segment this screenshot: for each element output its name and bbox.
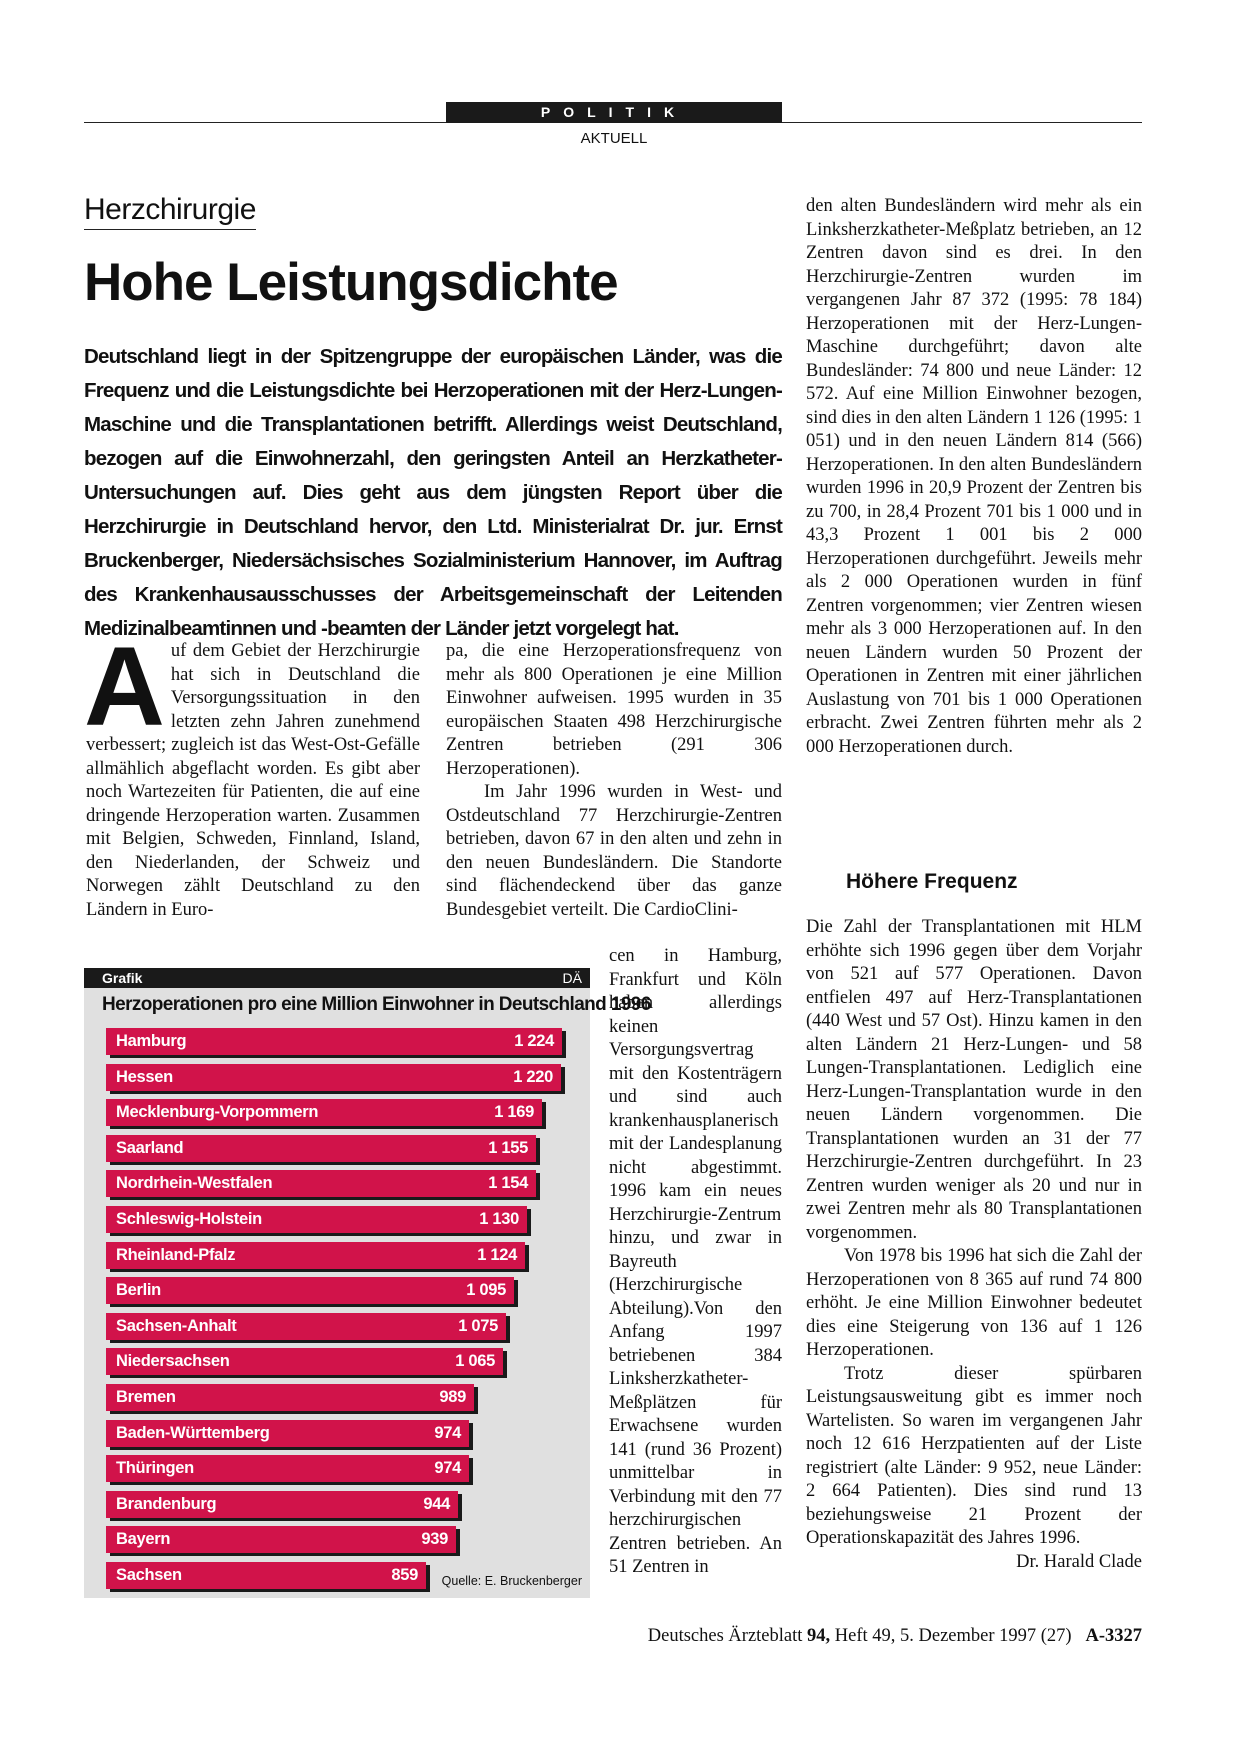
subsection-label: AKTUELL (580, 130, 648, 147)
col1-text: uf dem Gebiet der Herzchirurgie hat sich in Deutschland die Versorgungssituation in den letzten zehn Jahren zunehmend verbessert; zugleich ist das West-Ost-Gefälle allmählich abgeflacht worden. Es gibt aber noch Wartezeiten für Patienten, die auf eine dringende Herzoperation warten. Zusammen mit Belgien, Schweden, Finnland, Island, den Niederlanden, der Schweiz und Norwegen zählt Deutschland zu den Ländern in Euro- (86, 641, 420, 920)
chart-value-label: 939 (421, 1530, 448, 1549)
body-column-1 (84, 624, 420, 922)
col3-paragraph-2: Die Zahl der Transplantationen mit HLM erhöhte sich 1996 gegen über dem Vorjahr von 521 auf 577 Operationen. Davon entfielen 497 auf Herz-Transplantationen (440 West und 57 Ost). Hinzu kamen in den alten Ländern 21 Herz-Lungen- und 58 Lungen-Transplantationen. Lediglich eine Herz-Lungen-Transplantation wurde in den neuen Ländern vorgenommen. Die Transplantationen wurden an 31 der 77 Herzchirurgie-Zentren durchgeführt. In 23 Zentren wurden weniger als 20 und nur in zwei Zentren mehr als 80 Transplantationen vorgenommen. (806, 917, 1142, 1243)
bar-chart (84, 968, 651, 1598)
chart-bar-1 (106, 1064, 561, 1091)
col3-paragraph-4 (806, 1363, 1142, 1572)
footer-issue: Heft 49, 5. Dezember 1997 (27) (834, 1626, 1072, 1646)
col3-paragraph-4-text: Trotz dieser spürbaren Leistungsausweitung gibt es immer noch Wartelisten. So waren im vergangenen Jahr noch 12 616 Herzpatienten auf der Liste registriert (alte Länder: 9 952, neue Länder: 2 664 Patienten). Dies sind rund 13 beziehungsweise 21 Prozent der Operationskapazität des Jahres 1996. (806, 1363, 1142, 1548)
section-label: POLITIK (446, 102, 782, 123)
chart-category-label: Nordrhein-Westfalen (116, 1174, 273, 1193)
chart-bar-15 (106, 1562, 426, 1589)
chart-value-label: 859 (391, 1566, 418, 1584)
chart-label: Grafik (102, 970, 143, 986)
chart-value-label: 1 095 (466, 1281, 506, 1300)
chart-tag: DÄ (562, 970, 582, 986)
chart-value-label: 1 220 (513, 1067, 553, 1086)
col3-paragraph-1: den alten Bundesländern wird mehr als ein Linksherzkatheter-Meßplatz betrieben, an 12 Zentren davon sind es drei. In den Herzchirurgie-Zentren wurden im vergangenen Jahr 87 372 (1995: 78 184) Herzoperationen mit der Herz-Lungen-Maschine durchgeführt; davon alte Bundesländer: 74 800 und neue Länder: 12 572. Auf eine Million Einwohner bezogen, sind dies in den alten Ländern 1 126 (1995: 1 051) und in den neuen Ländern 814 (566) Herzoperationen. In den alten Bundesländern wurden 1996 in 20,9 Prozent der Zentren bis zu 700, in 28,4 Prozent 701 bis 1 000 und in 43,3 Prozent 1 001 bis 2 000 Herzoperationen durchgeführt. Jeweils mehr als 2 000 Operationen wurden in fünf Zentren vorgenommen; vier Zentren wiesen mehr als 3 000 Herzoperationen auf. In den neuen Ländern wurden 50 Prozent der Operationen in Zentren mit einer jährlichen Auslastung von 701 bis 1 000 Operationen erbracht. Zwei Zentren führten mehr als 2 000 Herzoperationen durch. (806, 196, 1142, 757)
chart-category-label: Niedersachsen (116, 1352, 230, 1371)
drop-cap: A (84, 624, 165, 749)
subheading: Höhere Frequenz (846, 870, 1018, 893)
article-kicker: Herzchirurgie (84, 193, 256, 230)
chart-category-label: Saarland (116, 1138, 184, 1157)
chart-bar-9 (106, 1348, 503, 1375)
chart-category-label: Brandenburg (116, 1494, 217, 1513)
chart-category-label: Bremen (116, 1388, 176, 1406)
chart-value-label: 1 224 (514, 1032, 554, 1050)
chart-bar-13 (106, 1491, 458, 1518)
chart-bar-0 (106, 1028, 562, 1055)
chart-bar-12 (106, 1455, 469, 1482)
footer-page: A-3327 (1085, 1626, 1142, 1646)
chart-category-label: Rheinland-Pfalz (116, 1245, 236, 1264)
chart-value-label: 1 065 (455, 1352, 495, 1371)
chart-value-label: 1 130 (479, 1210, 519, 1228)
chart-category-label: Hamburg (116, 1032, 187, 1050)
chart-value-label: 1 075 (458, 1316, 498, 1335)
chart-bar-11 (106, 1420, 469, 1447)
chart-category-label: Schleswig-Holstein (116, 1210, 262, 1228)
chart-value-label: 1 124 (477, 1245, 517, 1264)
chart-bar-14 (106, 1526, 456, 1553)
body-column-3 (806, 195, 1142, 759)
chart-value-label: 1 169 (494, 1103, 534, 1122)
page-footer (600, 1626, 1142, 1647)
chart-category-label: Bayern (116, 1530, 171, 1549)
chart-category-label: Mecklenburg-Vorpommern (116, 1103, 319, 1122)
body-column-2-narrow (609, 945, 782, 1580)
chart-value-label: 944 (423, 1494, 450, 1513)
footer-journal: Deutsches Ärzteblatt (647, 1626, 803, 1646)
chart-value-label: 1 154 (488, 1174, 528, 1193)
chart-bar-8 (106, 1313, 506, 1340)
author-name: Dr. Harald Clade (1016, 1551, 1142, 1572)
chart-value-label: 989 (439, 1388, 466, 1406)
chart-header-bar (84, 968, 590, 988)
chart-value-label: 1 155 (488, 1138, 528, 1157)
chart-bar-10 (106, 1384, 474, 1411)
body-column-3-lower (806, 916, 1142, 1574)
chart-category-label: Hessen (116, 1067, 173, 1086)
col2-narrow-text: cen in Hamburg, Frankfurt und Köln haben allerdings keinen Versorgungsvertrag mit den Kostenträgern und sind auch krankenhausplanerisch mit der Landesplanung nicht abgestimmt. 1996 kam ein neues Herzchirurgie-Zentrum hinzu, und zwar in Bayreuth (Herzchirurgische Abteilung).Von den Anfang 1997 betriebenen 384 Linksherzkatheter-Meßplätzen für Erwachsene wurden 141 (rund 36 Prozent) unmittelbar in Verbindung mit den 77 herzchirurgischen Zentren betrieben. An 51 Zentren in (609, 946, 782, 1577)
chart-category-label: Thüringen (116, 1459, 194, 1478)
col2-paragraph-2: Im Jahr 1996 wurden in West- und Ostdeutschland 77 Herzchirurgie-Zentren betrieben, davon 67 in den alten und zehn in den neuen Bundesländern. Die Standorte sind flächendeckend über das ganze Bundesgebiet verteilt. Die CardioClini- (446, 782, 782, 920)
chart-bar-4 (106, 1170, 536, 1197)
chart-source: Quelle: E. Bruckenberger (441, 1574, 582, 1588)
chart-title: Herzoperationen pro eine Million Einwohner in Deutschland 1996 (102, 994, 651, 1015)
chart-bar-6 (106, 1242, 525, 1269)
chart-category-label: Sachsen (116, 1566, 182, 1584)
chart-value-label: 974 (434, 1423, 461, 1442)
chart-category-label: Baden-Württemberg (116, 1423, 270, 1442)
article-lead: Deutschland liegt in der Spitzengruppe der europäischen Länder, was die Frequenz und die Leistungsdichte bei Herzoperationen mit der Herz-Lungen-Maschine und die Transplantationen betrifft. Allerdings weist Deutschland, bezogen auf die Einwohnerzahl, den geringsten Anteil an Herzkatheter-Untersuchungen auf. Dies geht aus dem jüngsten Report über die Herzchirurgie in Deutschland hervor, den Ltd. Ministerialrat Dr. jur. Ernst Bruckenberger, Niedersächsisches Sozialministerium Hannover, im Auftrag des Krankenhausausschusses der Arbeitsgemeinschaft der Leitenden Medizinalbeamtinnen und -beamten der Länder jetzt vorgelegt hat. (84, 345, 782, 640)
col2-paragraph-1: pa, die eine Herzoperationsfrequenz von mehr als 800 Operationen je eine Million Einwohner aufweisen. 1995 wurden in 35 europäischen Staaten 498 Herzchirurgische Zentren betrieben (291 306 Herzoperationen). (446, 641, 782, 779)
chart-bar-7 (106, 1277, 514, 1304)
chart-bar-2 (106, 1099, 542, 1126)
chart-bar-3 (106, 1135, 536, 1162)
chart-bar-5 (106, 1206, 527, 1233)
article-headline: Hohe Leistungsdichte (84, 253, 618, 312)
chart-category-label: Sachsen-Anhalt (116, 1316, 237, 1335)
body-column-2 (446, 640, 782, 922)
col3-paragraph-3: Von 1978 bis 1996 hat sich die Zahl der Herzoperationen von 8 365 auf rund 74 800 erhöht. Je eine Million Einwohner bedeutet dies eine Steigerung von 136 auf 1 126 Herzoperationen. (806, 1246, 1142, 1360)
chart-value-label: 974 (434, 1459, 461, 1478)
chart-category-label: Berlin (116, 1281, 161, 1300)
footer-volume: 94, (807, 1626, 831, 1646)
